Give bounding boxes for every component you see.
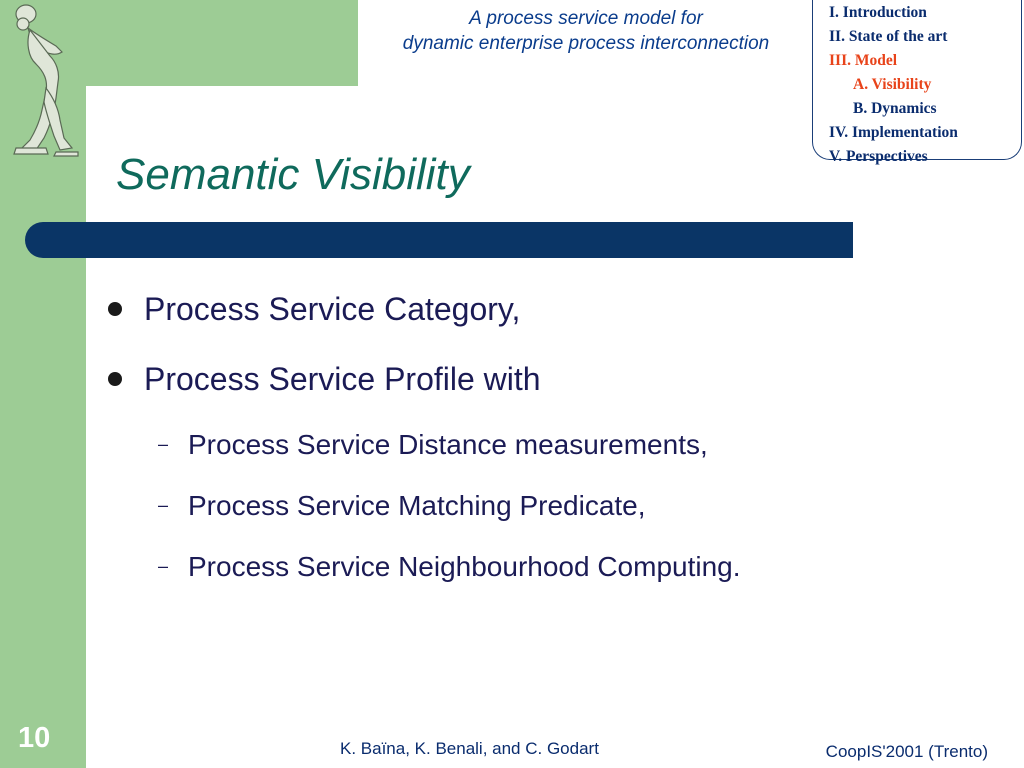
discobolus-statue-icon — [6, 2, 82, 157]
toc-item-state-of-the-art: II. State of the art — [829, 28, 948, 45]
slide-title: Semantic Visibility — [116, 150, 470, 199]
toc-item-introduction: I. Introduction — [829, 4, 927, 21]
presentation-title — [366, 6, 806, 56]
bullet-dot-icon — [108, 372, 122, 386]
bullet-dot-icon — [108, 302, 122, 316]
footer-authors: K. Baïna, K. Benali, and C. Godart — [340, 739, 599, 758]
bullet-item — [108, 344, 988, 414]
sub-bullet-item — [108, 536, 988, 597]
sub-bullet-item — [108, 475, 988, 536]
presentation-title-line1: A process service model for — [469, 8, 703, 29]
toc-item-dynamics: B. Dynamics — [853, 100, 937, 117]
title-underline-bar — [25, 222, 853, 258]
page-number: 10 — [18, 722, 51, 754]
sub-bullet-item — [108, 414, 988, 475]
toc-item-visibility: A. Visibility — [853, 76, 932, 93]
sub-bullet-text: Process Service Distance measurements, — [188, 428, 708, 460]
bullet-item — [108, 274, 988, 344]
table-of-contents — [812, 0, 1022, 165]
bullet-text: Process Service Category, — [144, 290, 521, 327]
top-green-band — [86, 0, 358, 86]
sub-bullet-text: Process Service Neighbourhood Computing. — [188, 550, 741, 582]
footer-conference: CoopIS'2001 (Trento) — [825, 742, 988, 761]
dash-icon: – — [158, 434, 169, 454]
bullet-list — [108, 274, 988, 597]
presentation-title-line2: dynamic enterprise process interconnection — [402, 33, 770, 54]
toc-item-perspectives: V. Perspectives — [829, 148, 928, 165]
dash-icon: – — [158, 495, 169, 515]
sub-bullet-text: Process Service Matching Predicate, — [188, 489, 646, 521]
toc-item-implementation: IV. Implementation — [829, 124, 958, 141]
bullet-text: Process Service Profile with — [144, 360, 541, 397]
dash-icon: – — [158, 556, 169, 576]
toc-item-model: III. Model — [829, 52, 898, 69]
